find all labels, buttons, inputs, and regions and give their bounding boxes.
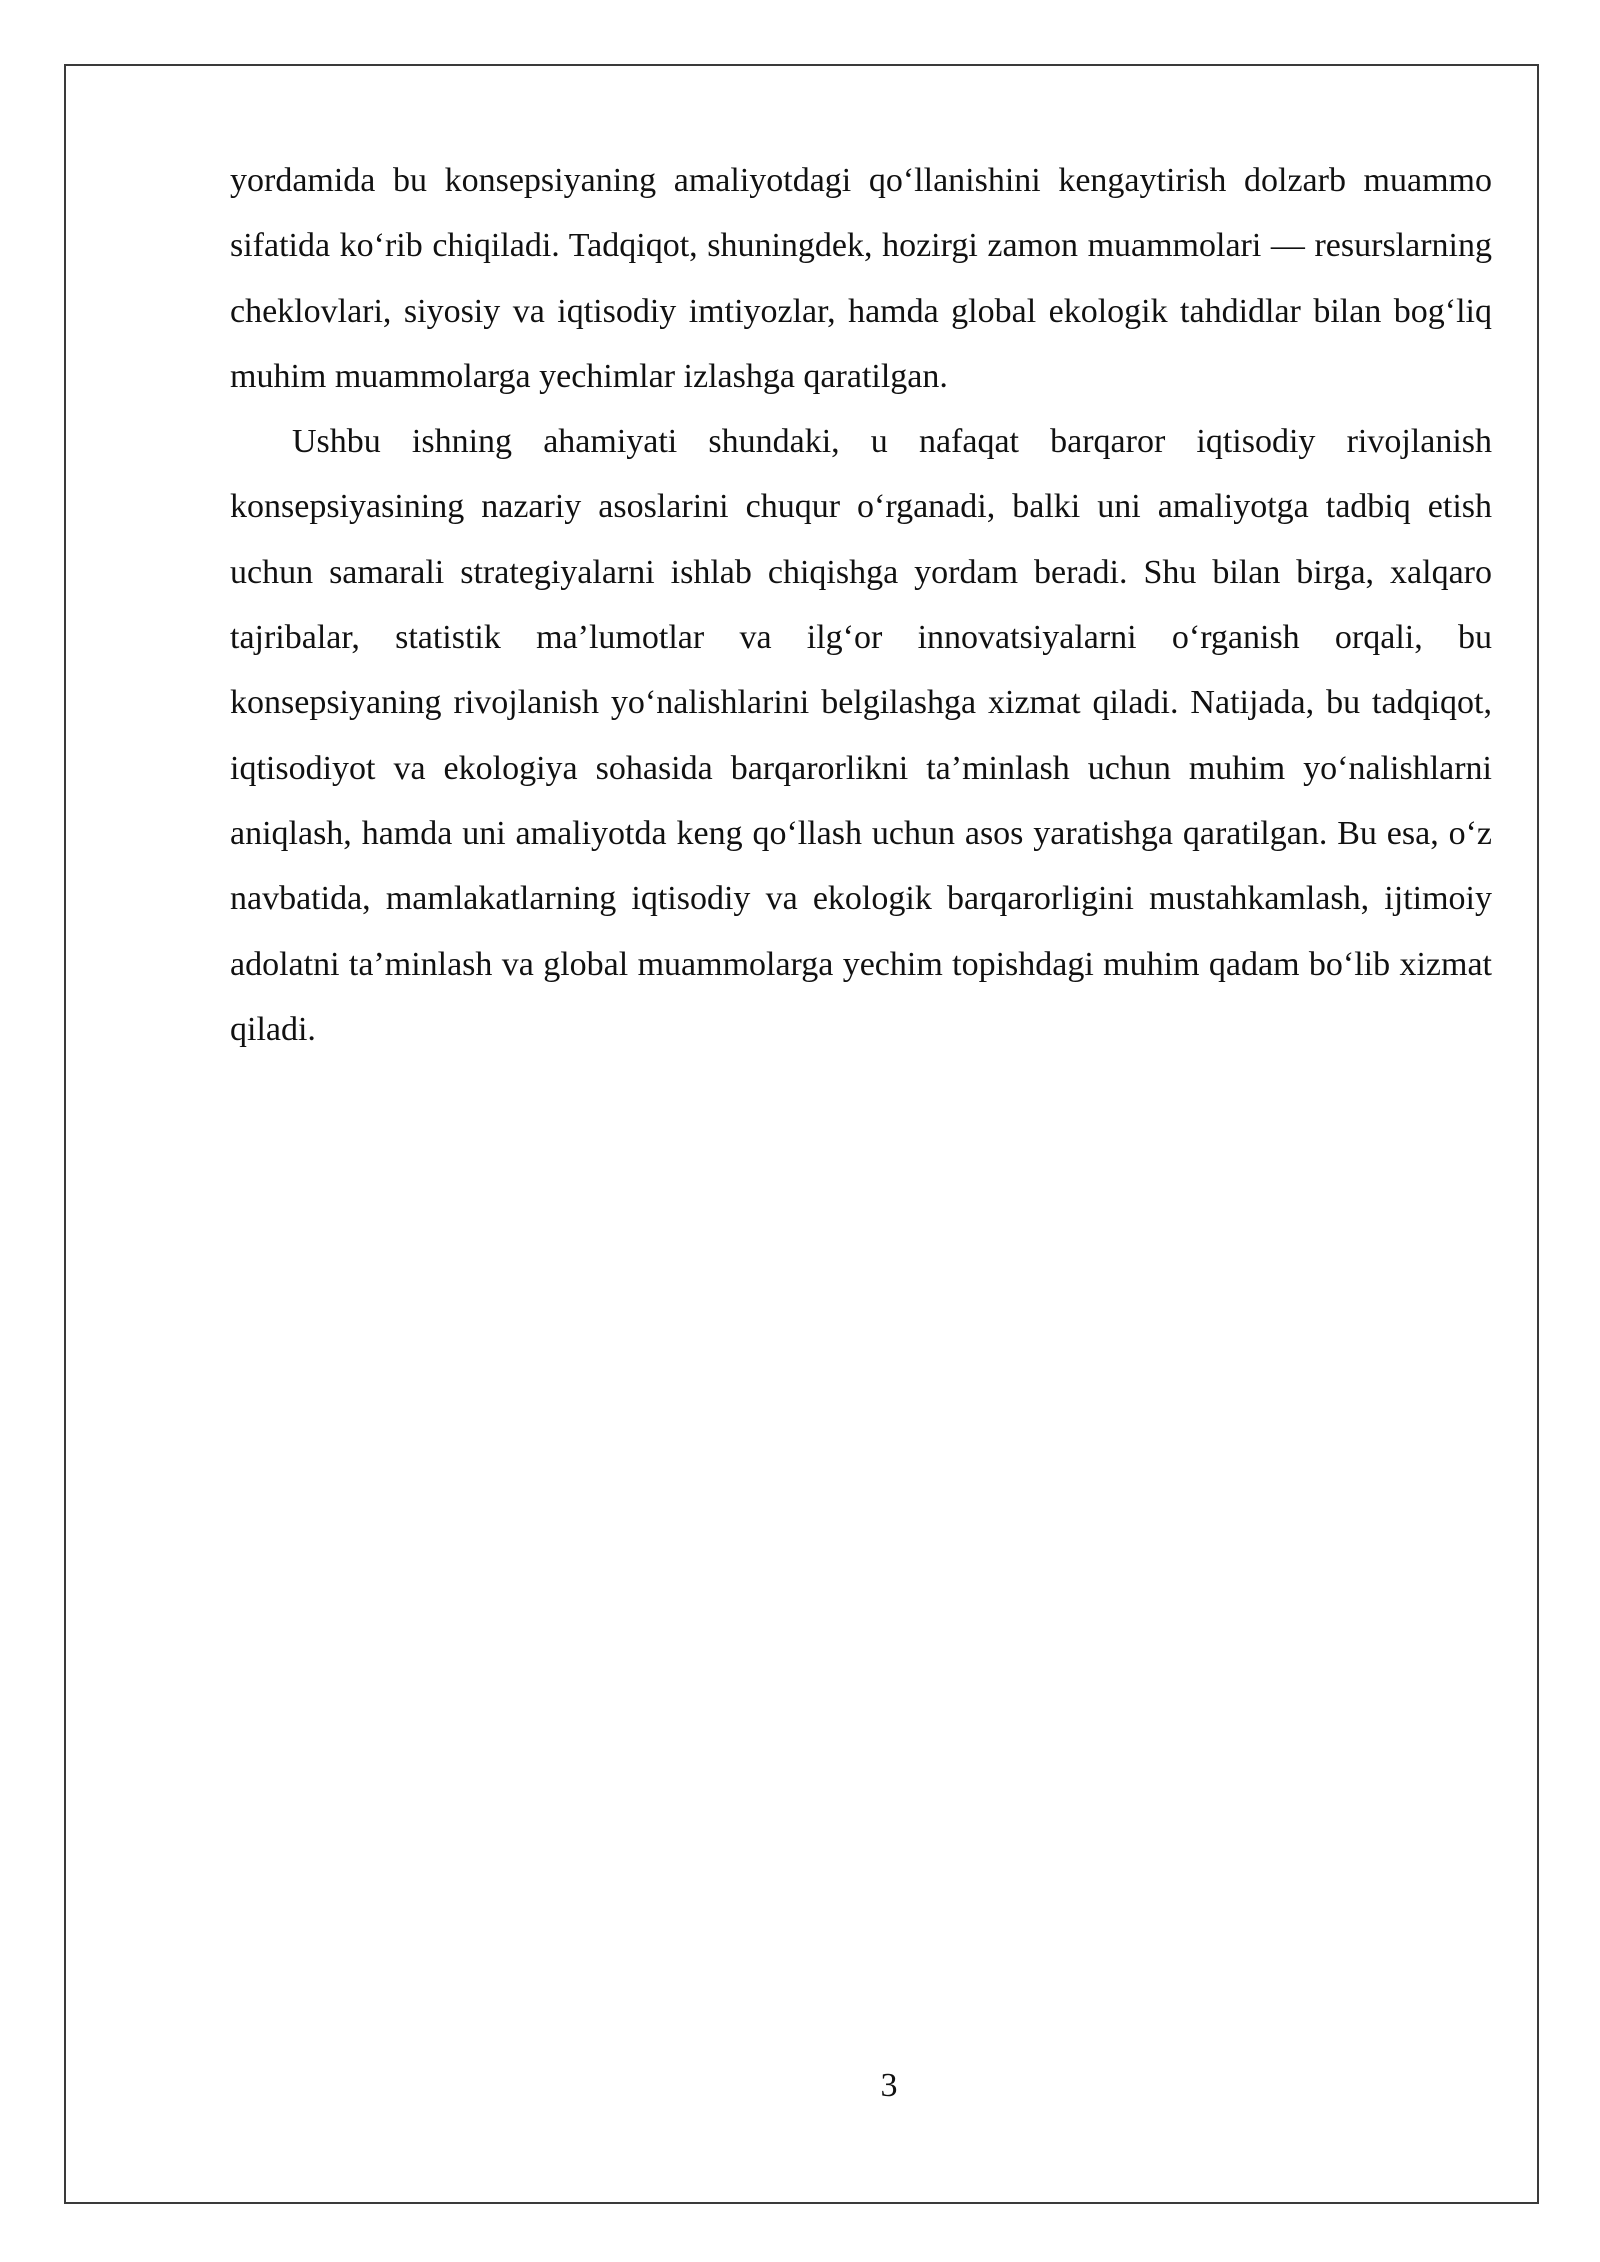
paragraph-continuation: yordamida bu konsepsiyaning amaliyotdagi qo‘llanishini kengaytirish dolzarb muammo sifatida ko‘rib chiqiladi. Tadqiqot, shuningdek, hozirgi zamon muammolari — resurslarning cheklovlari, siyosiy va iqtisodiy imtiyozlar, hamda global ekologik tahdidlar bilan bog‘liq muhim muammolarga yechimlar izlashga qaratilgan. (230, 162, 1492, 395)
page-number: 3 (880, 2067, 898, 2104)
document-body (230, 148, 1492, 1062)
paragraph-significance: Ushbu ishning ahamiyati shundaki, u nafaqat barqaror iqtisodiy rivojlanish konsepsiyasining nazariy asoslarini chuqur o‘rganadi, balki uni amaliyotga tadbiq etish uchun samarali strategiyalarni ishlab chiqishga yordam beradi. Shu bilan birga, xalqaro tajribalar, statistik ma’lumotlar va ilg‘or innovatsiyalarni o‘rganish orqali, bu konsepsiyaning rivojlanish yo‘nalishlarini belgilashga xizmat qiladi. Natijada, bu tadqiqot, iqtisodiyot va ekologiya sohasida barqarorlikni ta’minlash uchun muhim yo‘nalishlarni aniqlash, hamda uni amaliyotda keng qo‘llash uchun asos yaratishga qaratilgan. Bu esa, o‘z navbatida, mamlakatlarning iqtisodiy va ekologik barqarorligini mustahkamlash, ijtimoiy adolatni ta’minlash va global muammolarga yechim topishdagi muhim qadam bo‘lib xizmat qiladi. (230, 423, 1492, 1048)
